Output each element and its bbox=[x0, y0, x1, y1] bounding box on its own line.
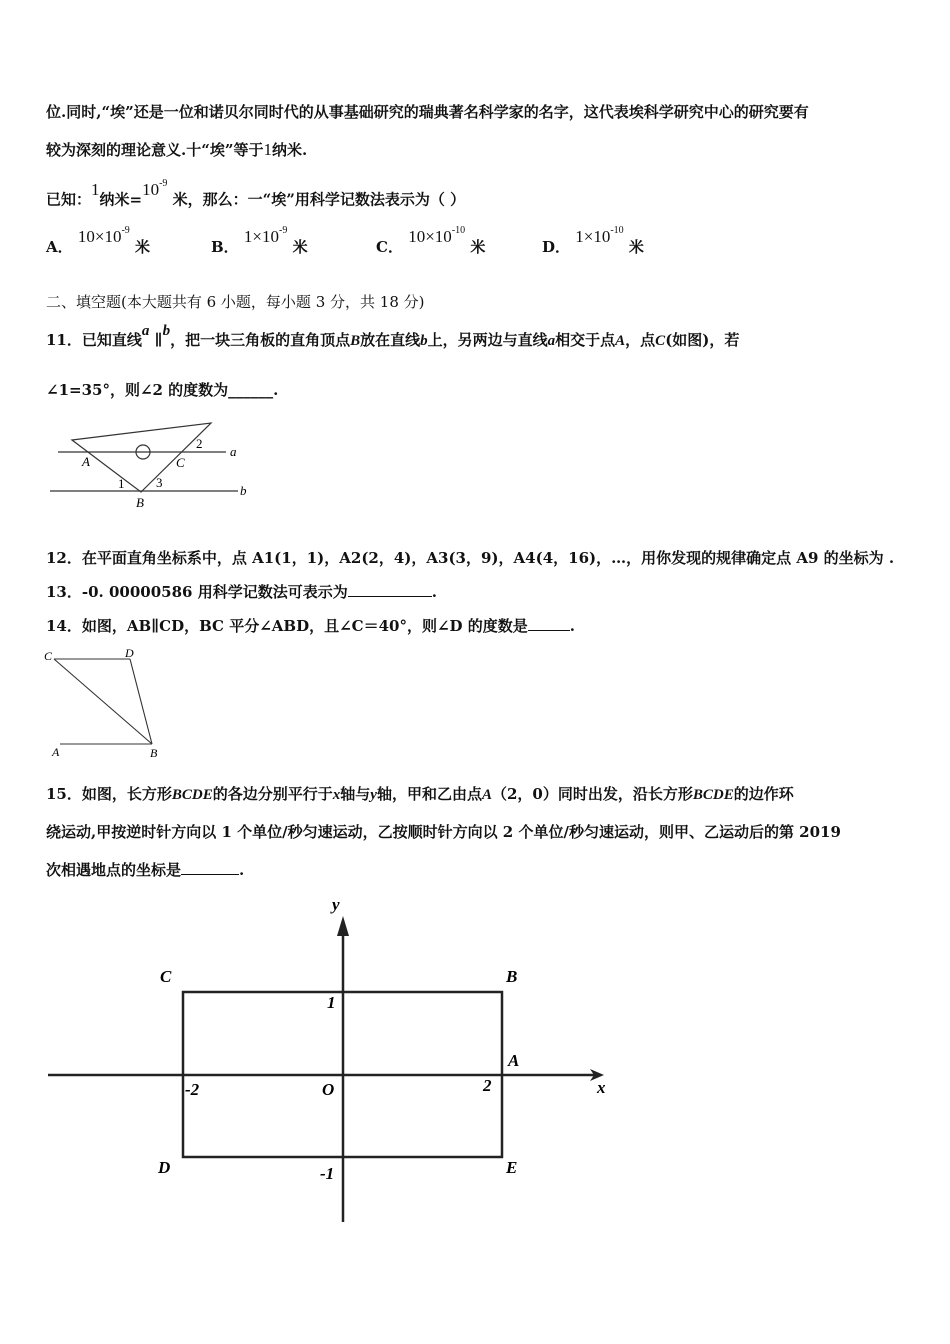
angle-2: 2 bbox=[196, 436, 203, 451]
choice-exp: -9 bbox=[121, 225, 130, 237]
label-b: b bbox=[240, 483, 247, 498]
q14-text: 14．如图，AB∥CD，BC 平分∠ABD，且∠C＝40°，则∠D 的度数是 bbox=[46, 617, 528, 635]
q11-B: B bbox=[350, 333, 361, 349]
label-O: O bbox=[322, 1080, 335, 1099]
choice-exp: -10 bbox=[610, 225, 624, 237]
tick-neg-1: -1 bbox=[320, 1164, 335, 1183]
q15-x: x bbox=[332, 787, 341, 803]
q11-text2: 放在直线 bbox=[360, 331, 421, 349]
tick-1: 1 bbox=[327, 993, 336, 1012]
q11-num: 11．已知直线 bbox=[46, 331, 142, 349]
label-B: B bbox=[506, 967, 518, 986]
q15-line-2: 绕运动,甲按逆时针方向以 1 个单位/秒匀速运动，乙按顺时针方向以 2 个单位/秒匀速运动，则甲、乙运动后的第 2019 bbox=[46, 823, 841, 841]
choice-coef: 10×10 bbox=[77, 227, 122, 246]
choice-label: C． bbox=[376, 238, 403, 256]
label-A: A bbox=[52, 745, 60, 759]
intro-line-2 bbox=[46, 140, 307, 160]
choice-unit: 米 bbox=[628, 238, 644, 256]
choice-label: D． bbox=[542, 238, 571, 256]
segment-DB bbox=[130, 659, 152, 744]
q11-b: b bbox=[162, 323, 171, 339]
q11-text4: 相交于点 bbox=[555, 331, 616, 349]
known-suffix: 米，那么：一“埃”用科学记数法表示为（ ） bbox=[172, 190, 466, 209]
label-A: A bbox=[82, 454, 90, 469]
choice-unit: 米 bbox=[292, 238, 308, 256]
q14-end: . bbox=[569, 617, 576, 635]
q11-a: a bbox=[141, 323, 150, 339]
figure-15 bbox=[44, 890, 624, 1230]
intro-number: 1 bbox=[263, 140, 272, 159]
tick-neg-2: -2 bbox=[185, 1080, 200, 1099]
q15-p5: （2，0）同时出发，沿长方形 bbox=[491, 785, 693, 803]
q11-text5: ，点 bbox=[625, 331, 656, 349]
q15-p2: 的各边分别平行于 bbox=[212, 785, 333, 803]
intro-text-a: 较为深刻的理论意义.十“埃”等于 bbox=[46, 141, 264, 159]
known-line bbox=[46, 178, 466, 210]
q15-p6: 的边作环 bbox=[733, 785, 794, 803]
q13-text: 13．-0. 00000586 用科学记数法可表示为 bbox=[46, 583, 348, 601]
label-C: C bbox=[44, 649, 53, 663]
choice-b[interactable] bbox=[211, 225, 308, 257]
choice-unit: 米 bbox=[135, 238, 151, 256]
choice-exp: -10 bbox=[451, 225, 466, 237]
q11-text6: (如图)，若 bbox=[665, 331, 740, 349]
y-axis-arrow bbox=[337, 916, 349, 936]
known-prefix: 已知： bbox=[46, 190, 92, 209]
choice-coef: 10×10 bbox=[408, 227, 452, 246]
q15-p1: 15．如图，长方形 bbox=[46, 785, 172, 803]
q14-blank[interactable] bbox=[528, 616, 570, 631]
q11-A: A bbox=[615, 333, 626, 349]
known-base bbox=[142, 180, 167, 199]
q15-line-1 bbox=[46, 784, 794, 805]
q11-b2: b bbox=[420, 333, 428, 349]
q11-line-2: ∠1=35°，则∠2 的度数为______. bbox=[46, 381, 279, 399]
label-x: x bbox=[597, 1078, 606, 1097]
choice-expr bbox=[575, 227, 623, 246]
known-unit: 纳米= bbox=[99, 190, 143, 209]
choice-unit: 米 bbox=[470, 238, 486, 256]
label-C: C bbox=[176, 455, 185, 470]
q11-a2: a bbox=[547, 333, 556, 349]
q13-end: . bbox=[431, 583, 437, 601]
choice-expr bbox=[244, 227, 287, 246]
label-E: E bbox=[506, 1158, 518, 1177]
q11-parallel: ∥ bbox=[154, 331, 163, 349]
section-heading: 二、填空题(本大题共有 6 小题，每小题 3 分，共 18 分) bbox=[46, 293, 425, 311]
choice-label: A． bbox=[46, 238, 73, 256]
q13-blank[interactable] bbox=[348, 582, 432, 597]
angle-3: 3 bbox=[156, 475, 163, 490]
q11-C: C bbox=[655, 333, 666, 349]
choice-coef: 1×10 bbox=[575, 227, 611, 246]
q11-text3: 上，另两边与直线 bbox=[427, 331, 548, 349]
label-D: D bbox=[125, 646, 134, 660]
tick-2: 2 bbox=[483, 1076, 492, 1095]
label-C: C bbox=[160, 967, 172, 986]
known-exp: -9 bbox=[159, 178, 168, 189]
label-A: A bbox=[508, 1051, 520, 1070]
figure-14 bbox=[40, 648, 170, 758]
choice-exp: -9 bbox=[279, 225, 288, 237]
label-y: y bbox=[332, 895, 340, 914]
q15-blank[interactable] bbox=[181, 860, 239, 875]
q15-A: A bbox=[481, 787, 492, 803]
choice-expr bbox=[78, 227, 130, 246]
q11-line-1 bbox=[46, 323, 740, 351]
label-a: a bbox=[230, 444, 237, 459]
known-num: 1 bbox=[91, 179, 100, 199]
triangle bbox=[72, 423, 211, 492]
figure-11 bbox=[46, 415, 256, 515]
q15-p4: 轴，甲和乙由点 bbox=[376, 785, 482, 803]
intro-text-b: 纳米. bbox=[271, 141, 308, 159]
intro-line-1: 位.同时,“埃”还是一位和诺贝尔同时代的从事基础研究的瑞典著名科学家的名字，这代表埃科学研究中心的研究要有 bbox=[46, 103, 809, 121]
choice-a[interactable] bbox=[46, 225, 151, 257]
q15-p3: 轴与 bbox=[340, 785, 371, 803]
known-base-text: 10 bbox=[142, 179, 160, 199]
choice-c[interactable] bbox=[376, 225, 486, 257]
segment-CB bbox=[54, 659, 152, 744]
label-B: B bbox=[136, 495, 144, 510]
choice-coef: 1×10 bbox=[243, 227, 280, 246]
q15-end: . bbox=[239, 861, 245, 879]
angle-1: 1 bbox=[118, 476, 125, 491]
label-B: B bbox=[150, 746, 158, 760]
choice-expr bbox=[408, 227, 465, 246]
q14 bbox=[46, 616, 575, 636]
q12: 12．在平面直角坐标系中，点 A1(1，1)，A2(2，4)，A3(3，9)，A4(4，16)，…，用你发现的规律确定点 A9 的坐标为 . bbox=[46, 549, 895, 567]
q13 bbox=[46, 582, 437, 602]
q15-y: y bbox=[370, 787, 377, 803]
q15-line3-text: 次相遇地点的坐标是 bbox=[46, 861, 182, 879]
choice-d[interactable] bbox=[542, 225, 644, 257]
choice-label: B． bbox=[211, 238, 239, 256]
q15-line-3 bbox=[46, 860, 244, 880]
q15-bcde: BCDE bbox=[171, 787, 213, 803]
q15-bcde2: BCDE bbox=[692, 787, 734, 803]
label-D: D bbox=[158, 1158, 171, 1177]
q11-text1: ，把一块三角板的直角顶点 bbox=[170, 331, 351, 349]
